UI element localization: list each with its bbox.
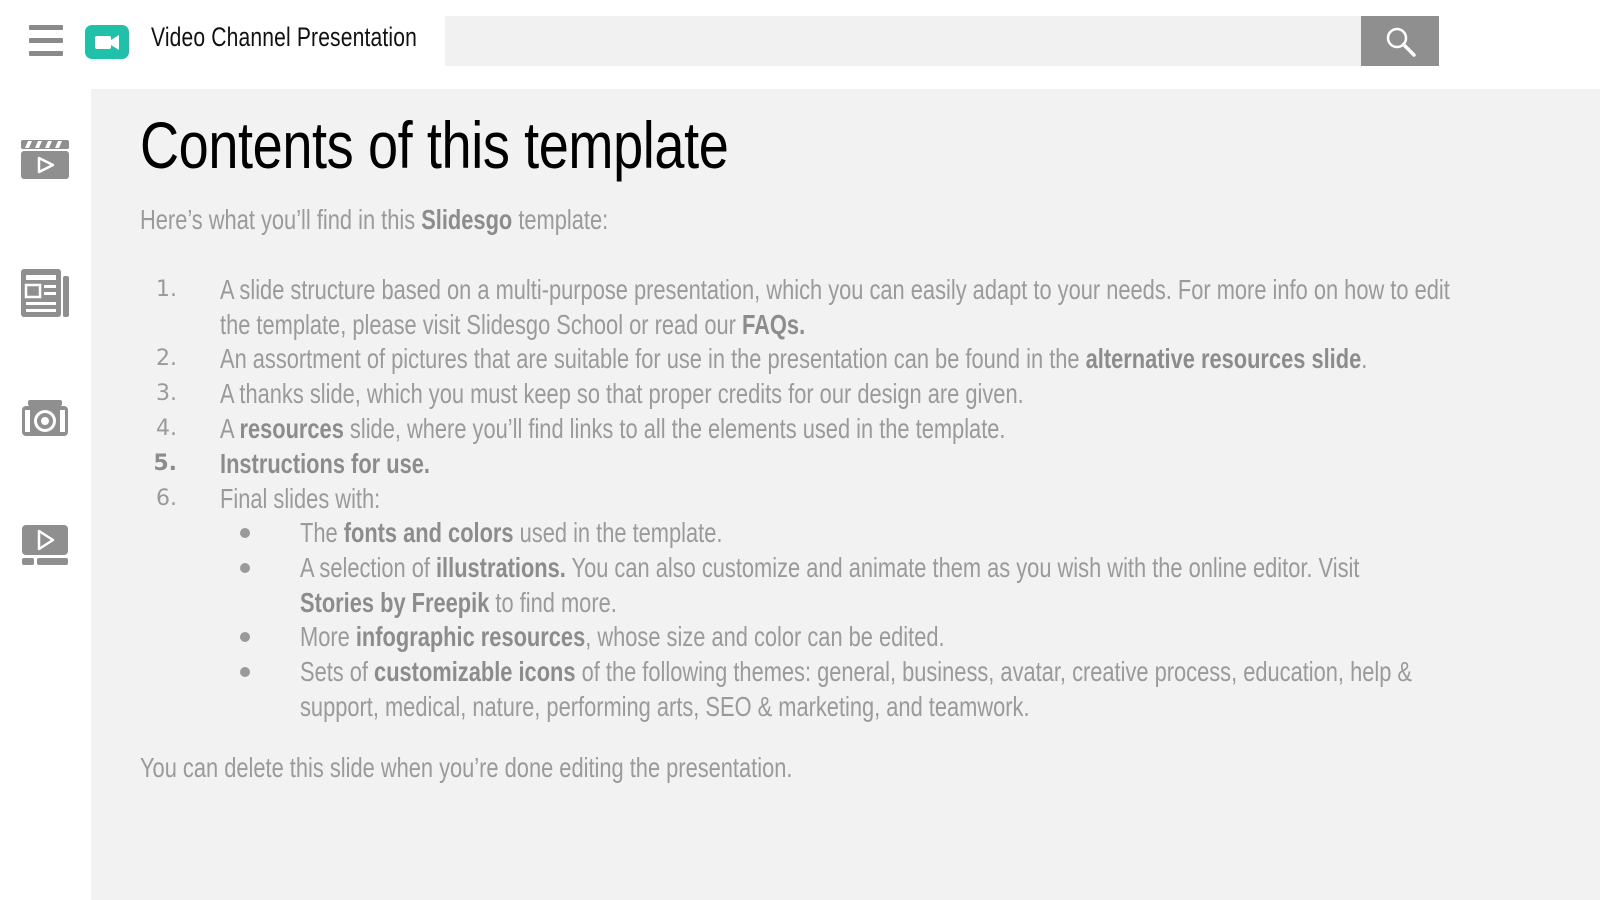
sub-list-item: Sets of customizable icons of the following themes: general, business, avatar, creative process, education, help & bbox=[91, 654, 1600, 689]
list-item: 2. An assortment of pictures that are suitable for use in the presentation can be found in the alternative resources slide. bbox=[91, 341, 1600, 376]
list-number: 1. bbox=[156, 277, 177, 302]
magnifier-icon bbox=[1385, 26, 1417, 58]
list-number: 2. bbox=[156, 346, 177, 371]
outro-text: You can delete this slide when you’re done editing the presentation. bbox=[140, 752, 793, 783]
newspaper-icon[interactable] bbox=[20, 268, 70, 323]
search-button[interactable] bbox=[1361, 16, 1439, 66]
list-item: 1. A slide structure based on a multi-purpose presentation, which you can easily adapt to your needs. For more info on how to edit bbox=[91, 272, 1600, 307]
list-item: 6. Final slides with: bbox=[91, 481, 1600, 516]
sub-list-item: More infographic resources, whose size and color can be edited. bbox=[91, 619, 1600, 654]
list-item-continuation: the template, please visit Slidesgo School or read our FAQs. bbox=[220, 309, 806, 340]
search-input[interactable] bbox=[445, 16, 1361, 66]
sub-list-item: A selection of illustrations. You can also customize and animate them as you wish with the online editor. Visit bbox=[91, 550, 1600, 585]
list-item: 4. A resources slide, where you’ll find links to all the elements used in the template. bbox=[91, 411, 1600, 446]
sidebar bbox=[0, 88, 91, 900]
list-number: 6. bbox=[156, 486, 177, 511]
list-item: 5. Instructions for use. bbox=[91, 446, 1600, 481]
list-number: 3. bbox=[156, 381, 177, 406]
camera-icon[interactable] bbox=[20, 398, 70, 443]
slide-content bbox=[91, 89, 1600, 900]
sub-list-item-continuation: Stories by Freepik to find more. bbox=[300, 587, 617, 618]
bullet bbox=[240, 632, 250, 642]
video-camera-icon bbox=[85, 25, 129, 59]
sub-list-item: The fonts and colors used in the template. bbox=[91, 515, 1600, 550]
monitor-play-icon[interactable] bbox=[20, 523, 70, 572]
list-number: 5. bbox=[153, 451, 177, 476]
app-title: Video Channel Presentation bbox=[151, 22, 417, 52]
list-number: 4. bbox=[156, 416, 177, 441]
page-title: Contents of this template bbox=[140, 108, 729, 182]
hamburger-menu-icon[interactable] bbox=[29, 25, 63, 57]
bullet bbox=[240, 563, 250, 573]
clapperboard-play-icon[interactable] bbox=[20, 138, 70, 185]
bullet bbox=[240, 528, 250, 538]
top-bar bbox=[0, 0, 1600, 88]
bullet bbox=[240, 667, 250, 677]
list-item: 3. A thanks slide, which you must keep so that proper credits for our design are given. bbox=[91, 376, 1600, 411]
intro-text: Here’s what you’ll find in this Slidesgo template: bbox=[140, 204, 609, 235]
sub-list-item-continuation: support, medical, nature, performing arts, SEO & marketing, and teamwork. bbox=[300, 691, 1030, 722]
